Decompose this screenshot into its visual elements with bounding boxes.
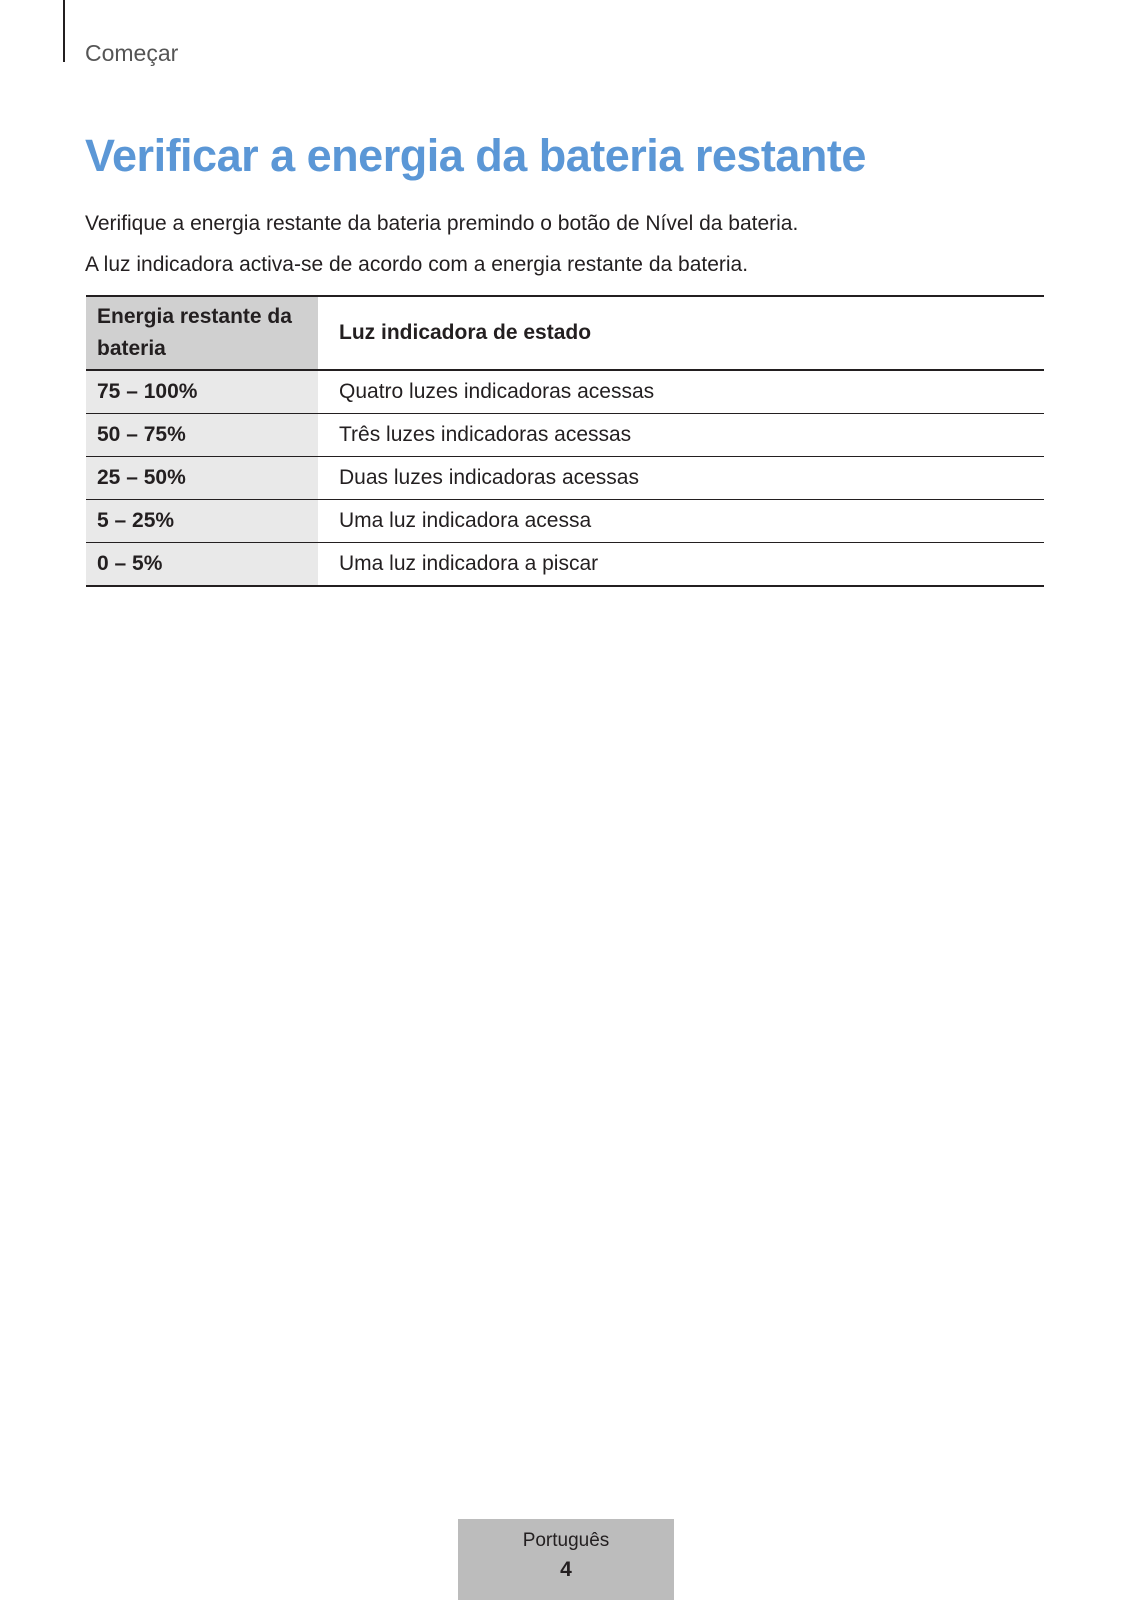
- indicator-light-cell: Uma luz indicadora acessa: [339, 509, 592, 532]
- header-indicator-light: Luz indicadora de estado: [339, 321, 592, 344]
- intro-paragraph: Verifique a energia restante da bateria premindo o botão de Nível da bateria.: [85, 212, 799, 235]
- header-battery-level: Energia restante da bateria: [86, 296, 318, 370]
- battery-level-cell: 25 – 50%: [86, 457, 318, 500]
- battery-level-cell: 50 – 75%: [86, 414, 318, 457]
- table-row: [86, 457, 1044, 500]
- table-row: [86, 370, 1044, 414]
- battery-level-cell: 0 – 5%: [86, 543, 318, 587]
- battery-level-cell: 5 – 25%: [86, 500, 318, 543]
- indicator-light-cell: Duas luzes indicadoras acessas: [339, 466, 639, 489]
- margin-rule: [63, 0, 65, 62]
- table-header-row: [86, 296, 1044, 370]
- intro-text: [85, 203, 798, 285]
- battery-status-table: [86, 295, 1044, 587]
- page-number: 4: [560, 1558, 572, 1581]
- table-row: [86, 500, 1044, 543]
- page-footer: [458, 1519, 674, 1600]
- battery-level-cell: 75 – 100%: [86, 370, 318, 414]
- section-header: Começar: [85, 40, 179, 66]
- intro-paragraph: A luz indicadora activa-se de acordo com a energia restante da bateria.: [85, 253, 749, 276]
- table-row: [86, 543, 1044, 587]
- indicator-light-cell: Uma luz indicadora a piscar: [339, 552, 599, 575]
- footer-language: Português: [522, 1530, 610, 1551]
- page-title: Verificar a energia da bateria restante: [85, 130, 866, 181]
- indicator-light-cell: Quatro luzes indicadoras acessas: [339, 380, 655, 403]
- table-row: [86, 414, 1044, 457]
- indicator-light-cell: Três luzes indicadoras acessas: [339, 423, 632, 446]
